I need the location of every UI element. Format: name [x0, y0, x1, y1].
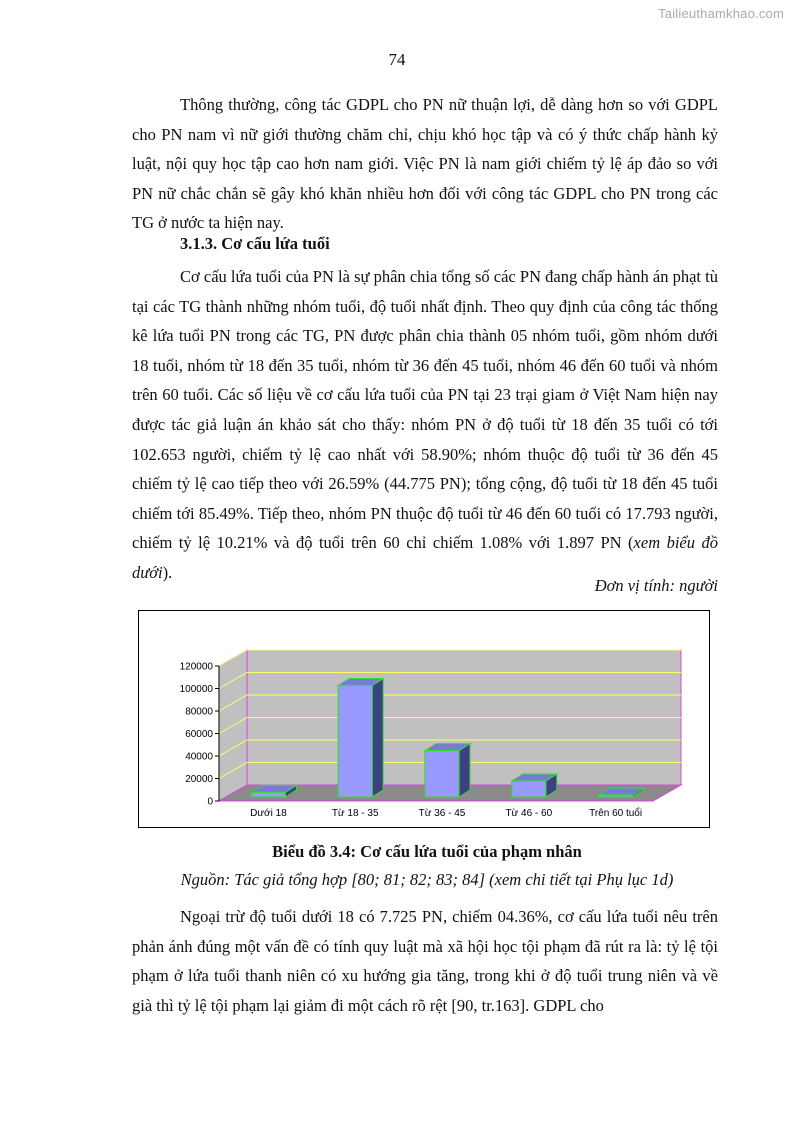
- unit-label: Đơn vị tính: người: [594, 576, 718, 595]
- paragraph-2-italic-reference: xem biểu đồ dưới: [132, 533, 718, 582]
- y-tick-label: 80000: [185, 706, 213, 718]
- y-tick-label: 100000: [179, 684, 213, 695]
- chart-caption: Biểu đồ 3.4: Cơ cấu lứa tuổi của phạm nhân: [272, 842, 582, 861]
- bar-3: [512, 781, 546, 797]
- bar-side-2: [459, 744, 470, 797]
- bar-1: [338, 686, 372, 797]
- bar-side-1: [372, 679, 383, 797]
- x-tick-label-3: Từ 46 - 60: [505, 808, 553, 819]
- y-tick-label: 40000: [185, 751, 213, 763]
- y-tick-label: 60000: [185, 729, 213, 740]
- paragraph-1: Thông thường, công tác GDPL cho PN nữ thuận lợi, dễ dàng hơn so với GDPL cho PN nam vì nữ giới thường chăm chỉ, chịu khó học tập và có ý thức chấp hành kỷ luật, nội quy học tập cao hơn nam giới. Việc PN là nam giới chiếm tỷ lệ áp đảo so với PN nữ chắc chắn sẽ gây khó khăn nhiều hơn đối với công tác GDPL cho PN trong các TG ở nước ta hiện nay.: [132, 95, 718, 233]
- paragraph-2-end: ).: [162, 562, 173, 582]
- x-tick-label-4: Trên 60 tuổi: [589, 808, 643, 819]
- paragraph-2: [132, 262, 718, 588]
- age-structure-chart: [138, 610, 710, 828]
- x-tick-label-2: Từ 36 - 45: [418, 808, 466, 819]
- paragraph-2-text: Cơ cấu lứa tuổi của PN là sự phân chia tổng số các PN đang chấp hành án phạt tù tại các TG thành những nhóm tuổi, độ tuổi nhất định. Theo quy định của công tác thống kê lứa tuổi PN trong các TG, PN được phân chia thành 05 nhóm tuổi, gồm nhóm dưới 18 tuổi, nhóm từ 18 đến 35 tuổi, nhóm từ 36 đến 45 tuổi, nhóm 46 đến 60 tuổi và nhóm trên 60 tuổi. Các số liệu về cơ cấu lứa tuổi của PN tại 23 trại giam ở Việt Nam hiện nay được tác giả luận án khảo sát cho thấy: nhóm PN ở độ tuổi từ 18 đến 35 tuổi có tới 102.653 người, chiếm tỷ lệ cao nhất với 58.90%; nhóm thuộc độ tuổi từ 36 đến 45 chiếm tỷ lệ cao tiếp theo với 26.59% (44.775 PN); tổng cộng, độ tuổi từ 18 đến 45 tuổi chiếm tới 85.49%. Tiếp theo, nhóm PN thuộc độ tuổi từ 46 đến 60 tuổi có 17.793 người, chiếm tỷ lệ 10.21% và độ tuổi trên 60 chỉ chiếm 1.08% với 1.897 PN (: [132, 267, 718, 553]
- x-tick-label-0: Dưới 18: [250, 808, 287, 819]
- bar-4: [599, 795, 633, 797]
- y-tick-label: 120000: [179, 661, 213, 673]
- bar-2: [425, 751, 459, 797]
- bar-0: [251, 792, 285, 797]
- chart-svg: [139, 611, 711, 829]
- watermark: Tailieuthamkhao.com: [658, 6, 784, 21]
- paragraph-3: Ngoại trừ độ tuổi dưới 18 có 7.725 PN, chiếm 04.36%, cơ cấu lứa tuổi nêu trên phản ánh đúng một vấn đề có tính quy luật mà xã hội học tội phạm đã rút ra là: tỷ lệ tội phạm ở lứa tuổi thanh niên có xu hướng gia tăng, trong khi ở độ tuổi trung niên và về già thì tỷ lệ tội phạm lại giảm đi một cách rõ rệt [90, tr.163]. GDPL cho: [132, 907, 718, 1015]
- chart-source: Nguồn: Tác giả tổng hợp [80; 81; 82; 83; 84] (xem chi tiết tại Phụ lục 1d): [180, 870, 674, 889]
- section-heading: 3.1.3. Cơ cấu lứa tuổi: [180, 234, 330, 253]
- page-number: 74: [388, 50, 406, 69]
- y-tick-label: 20000: [185, 774, 213, 785]
- y-tick-label: 0: [207, 796, 213, 808]
- x-tick-label-1: Từ 18 - 35: [331, 808, 379, 819]
